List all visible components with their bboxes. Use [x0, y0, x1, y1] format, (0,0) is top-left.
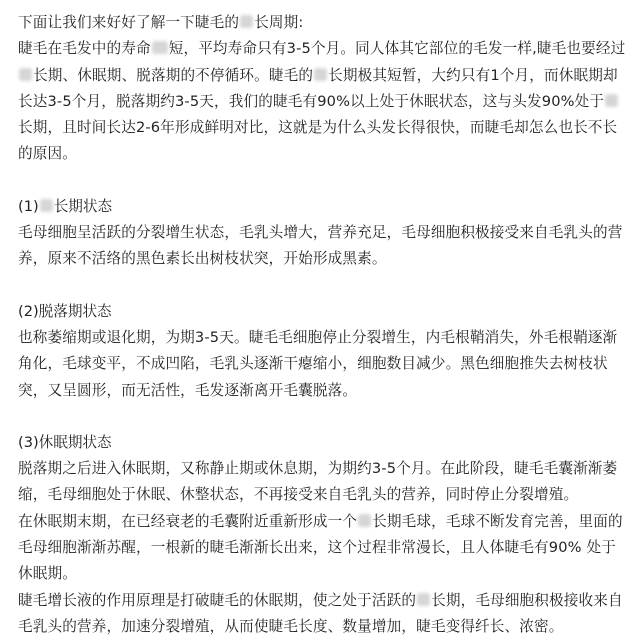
intro-heading-text-a: 下面让我们来好好了解一下睫毛的	[18, 14, 240, 31]
intro-heading-text-b: 长周期:	[254, 14, 304, 31]
growth-title-a: (1)	[18, 197, 39, 215]
shedding-phase-title: (2)脱落期状态	[18, 302, 112, 320]
resting-body3-b: 长期，毛母细胞积极接收来自毛乳头的营养，加速分裂增殖，从而使睫毛长度、数量增加，睫毛变得纤长、浓密。	[18, 591, 623, 635]
blurred-word	[358, 514, 371, 527]
growth-title-b: 长期状态	[53, 197, 113, 215]
spacer	[18, 404, 626, 430]
blurred-word	[314, 68, 327, 81]
spacer	[18, 273, 626, 299]
intro-text-e: 长期，且时间长达2-6年形成鲜明对比，这就是为什么头发长得很快，而睫毛却怎么也长不长的原因。	[18, 119, 618, 163]
intro-text-b: 短，平均寿命只有3-5个月。同人体其它部位的毛发一样,睫毛也要经过	[168, 40, 626, 58]
resting-phase-body-1: 脱落期之后进入休眠期，又称静止期或休息期，为期约3-5个月。在此阶段，睫毛毛囊渐渐萎缩，毛母细胞处于休眠、休整状态，不再接受来自毛乳头的营养，同时停止分裂增殖。	[18, 460, 618, 504]
growth-phase-title	[18, 194, 626, 220]
intro-text-c: 长期、休眠期、脱落期的不停循环。睫毛的	[33, 66, 314, 84]
intro-text-d: 长期极其短暂，大约只有1个月，而休眠期却长达3-5个月，脱落期约3-5天，我们的睫毛有90%以上处于休眠状态，这与头发90%处于	[18, 66, 618, 110]
blurred-word	[152, 41, 168, 54]
intro-paragraph	[18, 36, 626, 167]
intro-text-a: 睫毛在毛发中的寿命	[18, 40, 151, 58]
blurred-word	[19, 68, 32, 81]
resting-body2-a: 在休眠期末期，在已经衰老的毛囊附近重新形成一个	[18, 512, 358, 530]
spacer	[18, 168, 626, 194]
shedding-phase-body: 也称萎缩期或退化期，为期3-5天。睫毛毛细胞停止分裂增生，内毛根鞘消失，外毛根鞘逐渐角化，毛球变平，不成凹陷，毛乳头逐渐干瘪缩小，细胞数目减少。黑色细胞推失去树枝状突，又呈圆形，而无活性，毛发逐渐离开毛囊脱落。	[18, 328, 618, 399]
resting-body3-a: 睫毛增长液的作用原理是打破睫毛的休眠期，使之处于活跃的	[18, 591, 417, 609]
resting-body2-b: 长期毛球，毛球不断发育完善，里面的毛母细胞渐渐苏醒，一根新的睫毛渐渐长出来，这个过程非常漫长，且人体睫毛有90% 处于休眠期。	[18, 512, 623, 583]
blurred-word	[240, 15, 253, 28]
growth-phase-body: 毛母细胞呈活跃的分裂增生状态，毛乳头增大，营养充足，毛母细胞积极接受来自毛乳头的营养，原来不活络的黑色素长出树枝状突，开始形成黑素。	[18, 224, 623, 268]
blurred-word	[40, 199, 53, 212]
resting-phase-title: (3)休眠期状态	[18, 433, 112, 451]
resting-phase-body-3	[18, 588, 626, 640]
intro-heading	[18, 10, 626, 36]
resting-phase-body-2	[18, 509, 626, 588]
blurred-word	[417, 593, 430, 606]
blurred-word	[605, 94, 618, 107]
